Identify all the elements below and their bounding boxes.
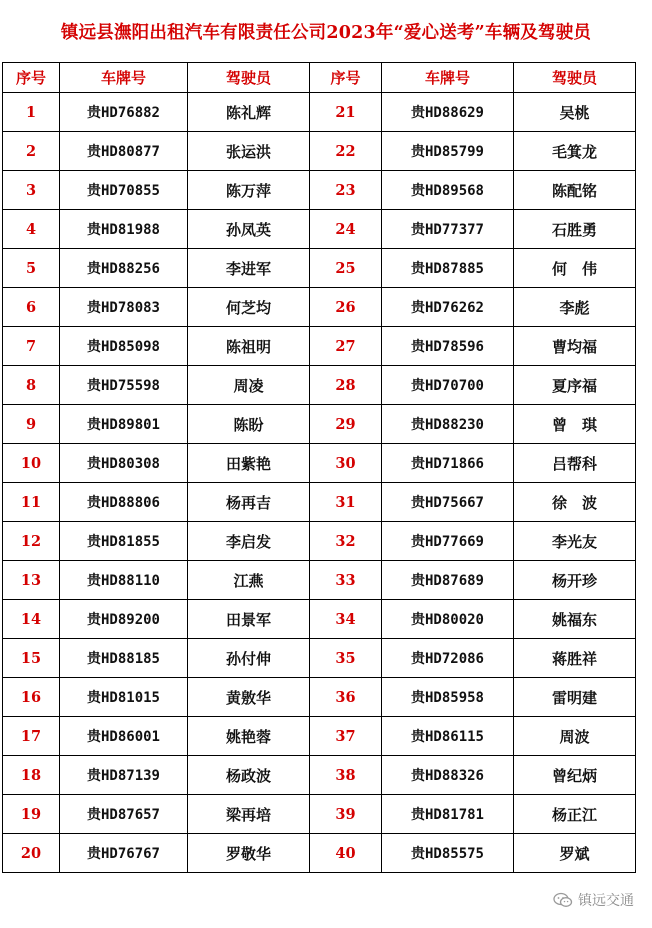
driver-name: 周凌 [188, 366, 310, 405]
serial-number: 28 [310, 366, 382, 405]
serial-number: 17 [3, 717, 60, 756]
watermark-text: 镇远交通 [578, 893, 634, 909]
header-driver-right: 驾驶员 [514, 63, 636, 93]
serial-number: 25 [310, 249, 382, 288]
table-row [3, 717, 636, 756]
driver-name: 曾 琪 [514, 405, 636, 444]
plate-number: 贵HD85799 [382, 132, 514, 171]
table-row [3, 600, 636, 639]
driver-name: 何芝均 [188, 288, 310, 327]
plate-number: 贵HD87657 [60, 795, 188, 834]
plate-number: 贵HD75667 [382, 483, 514, 522]
driver-name: 杨正江 [514, 795, 636, 834]
page-title: 镇远县潕阳出租汽车有限责任公司2023年“爱心送考”车辆及驾驶员 [60, 22, 592, 43]
serial-number: 29 [310, 405, 382, 444]
driver-name: 吕帮科 [514, 444, 636, 483]
plate-number: 贵HD88110 [60, 561, 188, 600]
serial-number: 9 [3, 405, 60, 444]
serial-number: 37 [310, 717, 382, 756]
serial-number: 18 [3, 756, 60, 795]
driver-name: 梁再培 [188, 795, 310, 834]
driver-name: 曾纪炳 [514, 756, 636, 795]
driver-name: 何 伟 [514, 249, 636, 288]
serial-number: 38 [310, 756, 382, 795]
plate-number: 贵HD89801 [60, 405, 188, 444]
driver-name: 雷明建 [514, 678, 636, 717]
plate-number: 贵HD71866 [382, 444, 514, 483]
driver-name: 罗敬华 [188, 834, 310, 873]
vehicle-driver-table [2, 62, 636, 873]
plate-number: 贵HD89568 [382, 171, 514, 210]
serial-number: 31 [310, 483, 382, 522]
plate-number: 贵HD76767 [60, 834, 188, 873]
serial-number: 24 [310, 210, 382, 249]
wechat-icon [553, 892, 573, 908]
table-row [3, 132, 636, 171]
plate-number: 贵HD88806 [60, 483, 188, 522]
table-body [3, 93, 636, 873]
plate-number: 贵HD81015 [60, 678, 188, 717]
driver-name: 田紫艳 [188, 444, 310, 483]
serial-number: 11 [3, 483, 60, 522]
serial-number: 23 [310, 171, 382, 210]
plate-number: 贵HD81855 [60, 522, 188, 561]
header-driver-left: 驾驶员 [188, 63, 310, 93]
plate-number: 贵HD86001 [60, 717, 188, 756]
serial-number: 21 [310, 93, 382, 132]
table-row [3, 483, 636, 522]
serial-number: 8 [3, 366, 60, 405]
driver-name: 杨开珍 [514, 561, 636, 600]
driver-name: 张运洪 [188, 132, 310, 171]
serial-number: 14 [3, 600, 60, 639]
serial-number: 35 [310, 639, 382, 678]
driver-name: 姚艳蓉 [188, 717, 310, 756]
driver-name: 杨政波 [188, 756, 310, 795]
driver-name: 田景军 [188, 600, 310, 639]
table-row [3, 405, 636, 444]
driver-name: 孙凤英 [188, 210, 310, 249]
serial-number: 12 [3, 522, 60, 561]
serial-number: 4 [3, 210, 60, 249]
plate-number: 贵HD70700 [382, 366, 514, 405]
serial-number: 3 [3, 171, 60, 210]
serial-number: 15 [3, 639, 60, 678]
driver-name: 陈万萍 [188, 171, 310, 210]
table-row [3, 210, 636, 249]
plate-number: 贵HD88185 [60, 639, 188, 678]
serial-number: 20 [3, 834, 60, 873]
plate-number: 贵HD77669 [382, 522, 514, 561]
plate-number: 贵HD70855 [60, 171, 188, 210]
table-row [3, 678, 636, 717]
plate-number: 贵HD85958 [382, 678, 514, 717]
driver-name: 石胜勇 [514, 210, 636, 249]
header-plate-right: 车牌号 [382, 63, 514, 93]
plate-number: 贵HD72086 [382, 639, 514, 678]
serial-number: 39 [310, 795, 382, 834]
table-row [3, 444, 636, 483]
driver-name: 江燕 [188, 561, 310, 600]
plate-number: 贵HD85575 [382, 834, 514, 873]
table-row [3, 756, 636, 795]
watermark [553, 890, 634, 910]
plate-number: 贵HD86115 [382, 717, 514, 756]
table-row [3, 834, 636, 873]
driver-name: 徐 波 [514, 483, 636, 522]
plate-number: 贵HD76882 [60, 93, 188, 132]
serial-number: 2 [3, 132, 60, 171]
driver-name: 李启发 [188, 522, 310, 561]
plate-number: 贵HD88326 [382, 756, 514, 795]
driver-name: 夏序福 [514, 366, 636, 405]
driver-name: 曹均福 [514, 327, 636, 366]
driver-name: 陈配铭 [514, 171, 636, 210]
table-row [3, 366, 636, 405]
serial-number: 40 [310, 834, 382, 873]
serial-number: 7 [3, 327, 60, 366]
header-no-left: 序号 [3, 63, 60, 93]
plate-number: 贵HD80877 [60, 132, 188, 171]
serial-number: 6 [3, 288, 60, 327]
plate-number: 贵HD80308 [60, 444, 188, 483]
plate-number: 贵HD76262 [382, 288, 514, 327]
driver-name: 蒋胜祥 [514, 639, 636, 678]
serial-number: 27 [310, 327, 382, 366]
plate-number: 贵HD78596 [382, 327, 514, 366]
serial-number: 19 [3, 795, 60, 834]
serial-number: 5 [3, 249, 60, 288]
driver-name: 周波 [514, 717, 636, 756]
driver-name: 李光友 [514, 522, 636, 561]
plate-number: 贵HD87689 [382, 561, 514, 600]
driver-name: 李彪 [514, 288, 636, 327]
serial-number: 10 [3, 444, 60, 483]
table-row [3, 249, 636, 288]
serial-number: 1 [3, 93, 60, 132]
driver-name: 陈礼辉 [188, 93, 310, 132]
serial-number: 32 [310, 522, 382, 561]
plate-number: 贵HD81988 [60, 210, 188, 249]
driver-name: 陈盼 [188, 405, 310, 444]
plate-number: 贵HD88230 [382, 405, 514, 444]
header-no-right: 序号 [310, 63, 382, 93]
plate-number: 贵HD81781 [382, 795, 514, 834]
plate-number: 贵HD89200 [60, 600, 188, 639]
plate-number: 贵HD88256 [60, 249, 188, 288]
plate-number: 贵HD87139 [60, 756, 188, 795]
table-row [3, 561, 636, 600]
driver-name: 姚福东 [514, 600, 636, 639]
plate-number: 贵HD80020 [382, 600, 514, 639]
driver-name: 毛箕龙 [514, 132, 636, 171]
plate-number: 贵HD78083 [60, 288, 188, 327]
serial-number: 26 [310, 288, 382, 327]
table-row [3, 639, 636, 678]
serial-number: 30 [310, 444, 382, 483]
table-header-row [3, 63, 636, 93]
driver-name: 黄敫华 [188, 678, 310, 717]
header-plate-left: 车牌号 [60, 63, 188, 93]
table-row [3, 93, 636, 132]
plate-number: 贵HD85098 [60, 327, 188, 366]
serial-number: 22 [310, 132, 382, 171]
plate-number: 贵HD77377 [382, 210, 514, 249]
driver-name: 罗斌 [514, 834, 636, 873]
serial-number: 33 [310, 561, 382, 600]
table-row [3, 171, 636, 210]
plate-number: 贵HD87885 [382, 249, 514, 288]
driver-name: 杨再吉 [188, 483, 310, 522]
table-row [3, 522, 636, 561]
driver-name: 陈祖明 [188, 327, 310, 366]
driver-name: 李进军 [188, 249, 310, 288]
plate-number: 贵HD75598 [60, 366, 188, 405]
driver-name: 吴桃 [514, 93, 636, 132]
serial-number: 36 [310, 678, 382, 717]
table-row [3, 288, 636, 327]
serial-number: 13 [3, 561, 60, 600]
table-row [3, 795, 636, 834]
table-row [3, 327, 636, 366]
plate-number: 贵HD88629 [382, 93, 514, 132]
driver-name: 孙付伸 [188, 639, 310, 678]
serial-number: 16 [3, 678, 60, 717]
serial-number: 34 [310, 600, 382, 639]
title-bar [0, 0, 652, 62]
